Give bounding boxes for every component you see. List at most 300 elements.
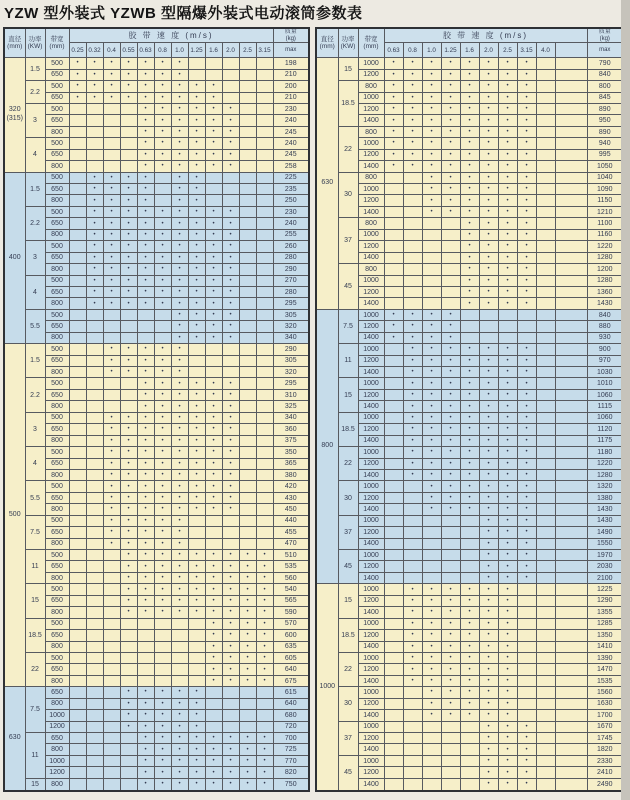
speed-dot-cell: • [256,675,273,686]
speed-dot-cell: • [222,252,239,263]
speed-dot-cell: • [171,447,188,458]
belt-width-cell: 1400 [358,641,384,652]
table-row [316,481,623,492]
blank-cell [555,641,587,652]
speed-dot-cell [205,58,222,69]
table-row [4,710,309,721]
mass-max-label: max [587,43,623,58]
speed-dot-cell: • [171,435,188,446]
speed-dot-cell [384,447,403,458]
speed-dot-cell: • [222,264,239,275]
speed-dot-cell: • [86,229,103,240]
speed-dot-cell: • [479,367,498,378]
speed-dot-cell: • [498,264,517,275]
belt-width-cell: 500 [45,58,69,69]
speed-dot-cell: • [205,264,222,275]
speed-dot-cell [384,641,403,652]
power-cell: 4 [25,275,45,309]
speed-dot-cell: • [188,687,205,698]
speed-dot-cell [222,184,239,195]
speed-dot-cell: • [137,412,154,423]
speed-dot-cell: • [479,149,498,160]
speed-dot-cell: • [120,275,137,286]
speed-dot-cell [103,595,120,606]
speed-dot-cell: • [171,218,188,229]
speed-dot-cell: • [137,710,154,721]
speed-dot-cell: • [441,115,460,126]
speed-dot-cell: • [120,264,137,275]
speed-dot-cell [441,286,460,297]
speed-dot-cell [86,161,103,172]
belt-width-cell: 1400 [358,710,384,721]
table-row [316,58,623,69]
speed-dot-cell: • [384,92,403,103]
speed-dot-cell [517,710,536,721]
speed-dot-cell: • [171,126,188,137]
speed-dot-cell: • [256,584,273,595]
speed-dot-cell [256,687,273,698]
speed-column-label-0.25: 0.25 [69,43,86,58]
speed-dot-cell [154,332,171,343]
speed-dot-cell: • [403,149,422,160]
speed-column-label-0.63: 0.63 [137,43,154,58]
speed-dot-cell: • [479,515,498,526]
speed-dot-cell: • [479,755,498,766]
speed-dot-cell [222,538,239,549]
speed-dot-cell: • [222,607,239,618]
table-row [4,458,309,469]
speed-dot-cell [171,652,188,663]
speed-dot-cell [103,733,120,744]
speed-dot-cell [171,664,188,675]
speed-dot-cell [256,218,273,229]
mass-cell: 790 [587,58,623,69]
speed-dot-cell [422,264,441,275]
speed-dot-cell: • [120,435,137,446]
belt-width-cell: 650 [45,595,69,606]
speed-dot-cell: • [384,103,403,114]
speed-dot-cell: • [256,778,273,791]
speed-dot-cell: • [205,584,222,595]
speed-dot-cell: • [239,595,256,606]
speed-dot-cell: • [479,538,498,549]
mass-cell: 1430 [587,298,623,309]
blank-cell [555,687,587,698]
speed-dot-cell: • [403,321,422,332]
table-row [316,698,623,709]
speed-dot-cell: • [205,607,222,618]
speed-dot-cell [536,264,555,275]
speed-dot-cell: • [479,618,498,629]
speed-dot-cell: • [441,664,460,675]
belt-width-cell: 650 [45,630,69,641]
speed-dot-cell: • [517,515,536,526]
speed-dot-cell: • [205,115,222,126]
speed-dot-cell [69,241,86,252]
speed-dot-cell: • [384,81,403,92]
speed-dot-cell [460,561,479,572]
blank-cell [555,778,587,791]
speed-dot-cell: • [479,412,498,423]
speed-dot-cell [120,149,137,160]
belt-width-cell: 650 [45,527,69,538]
speed-dot-cell [188,344,205,355]
speed-dot-cell: • [460,584,479,595]
speed-dot-cell [256,698,273,709]
speed-dot-cell: • [103,264,120,275]
speed-dot-cell: • [103,515,120,526]
speed-dot-cell [188,618,205,629]
speed-dot-cell [120,401,137,412]
speed-dot-cell: • [171,515,188,526]
speed-dot-cell [256,447,273,458]
diameter-cell: 320 (315) [4,58,25,172]
speed-dot-cell [536,469,555,480]
power-cell: 18.5 [338,618,358,652]
belt-width-cell: 500 [45,481,69,492]
speed-dot-cell: • [103,206,120,217]
yzw-parameter-table-left [3,27,310,792]
blank-cell [555,481,587,492]
blank-cell [555,138,587,149]
speed-dot-cell: • [120,344,137,355]
speed-dot-cell [422,721,441,732]
speed-dot-cell [69,607,86,618]
speed-dot-cell [222,710,239,721]
mass-cell: 340 [273,412,309,423]
speed-dot-cell: • [154,264,171,275]
belt-width-cell: 1200 [358,355,384,366]
speed-dot-cell: • [479,298,498,309]
speed-dot-cell: • [103,92,120,103]
belt-width-cell: 1400 [358,778,384,791]
speed-dot-cell [403,527,422,538]
speed-dot-cell: • [422,172,441,183]
speed-dot-cell [256,149,273,160]
speed-dot-cell: • [171,241,188,252]
speed-dot-cell [69,641,86,652]
speed-dot-cell: • [188,435,205,446]
speed-dot-cell: • [256,630,273,641]
speed-dot-cell: • [137,355,154,366]
speed-dot-cell [536,206,555,217]
power-cell: 3 [25,103,45,137]
mass-cell: 845 [587,92,623,103]
speed-dot-cell [517,595,536,606]
mass-cell: 1560 [587,687,623,698]
speed-dot-cell [256,469,273,480]
speed-dot-cell [188,367,205,378]
speed-dot-cell: • [188,115,205,126]
speed-dot-cell: • [479,229,498,240]
speed-dot-cell: • [222,630,239,641]
speed-dot-cell: • [205,664,222,675]
speed-dot-cell: • [517,733,536,744]
belt-width-cell: 500 [45,81,69,92]
speed-column-blank [555,43,587,58]
speed-dot-cell [69,126,86,137]
speed-dot-cell: • [441,698,460,709]
mass-cell: 1430 [587,504,623,515]
speed-dot-cell [422,778,441,791]
belt-width-cell: 650 [45,321,69,332]
mass-cell: 1290 [587,595,623,606]
speed-dot-cell: • [171,286,188,297]
speed-dot-cell: • [422,458,441,469]
diameter-cell: 1000 [316,584,338,791]
speed-dot-cell: • [205,447,222,458]
speed-dot-cell [239,161,256,172]
diameter-header: 直径 (mm) [316,28,338,58]
speed-dot-cell [120,630,137,641]
speed-dot-cell [69,527,86,538]
speed-dot-cell: • [188,733,205,744]
speed-dot-cell: • [441,424,460,435]
speed-dot-cell [441,264,460,275]
speed-dot-cell [403,195,422,206]
belt-width-cell: 500 [45,378,69,389]
speed-dot-cell [120,126,137,137]
speed-dot-cell [239,92,256,103]
speed-dot-cell: • [498,584,517,595]
speed-dot-cell: • [103,184,120,195]
speed-dot-cell: • [120,584,137,595]
speed-dot-cell: • [222,332,239,343]
speed-dot-cell: • [517,298,536,309]
power-cell: 15 [338,58,358,81]
speed-dot-cell [103,115,120,126]
speed-dot-cell: • [205,218,222,229]
speed-dot-cell: • [171,275,188,286]
speed-dot-cell [517,618,536,629]
mass-cell: 565 [273,595,309,606]
speed-dot-cell [222,344,239,355]
speed-dot-cell: • [256,652,273,663]
speed-dot-cell: • [422,595,441,606]
speed-dot-cell [403,241,422,252]
speed-dot-cell: • [441,504,460,515]
power-cell: 3 [25,412,45,446]
belt-width-cell: 650 [45,69,69,80]
diameter-cell: 800 [316,309,338,584]
speed-dot-cell [536,275,555,286]
speed-dot-cell: • [256,607,273,618]
speed-dot-cell: • [517,195,536,206]
speed-dot-cell [517,675,536,686]
speed-dot-cell: • [222,298,239,309]
belt-speed-header: 胶 带 速 度 (m/s) [384,28,587,43]
speed-dot-cell [256,412,273,423]
speed-dot-cell: • [137,469,154,480]
speed-dot-cell: • [422,492,441,503]
speed-dot-cell: • [517,389,536,400]
speed-dot-cell: • [137,595,154,606]
speed-dot-cell [86,401,103,412]
table-row [4,115,309,126]
speed-dot-cell [403,744,422,755]
speed-dot-cell: • [86,92,103,103]
speed-dot-cell [384,744,403,755]
mass-cell: 340 [273,332,309,343]
belt-width-cell: 1200 [358,321,384,332]
speed-dot-cell: • [498,195,517,206]
speed-dot-cell: • [460,355,479,366]
speed-dot-cell: • [422,389,441,400]
speed-dot-cell: • [205,733,222,744]
speed-dot-cell: • [154,92,171,103]
speed-dot-cell: • [479,435,498,446]
speed-dot-cell: • [460,138,479,149]
speed-dot-cell [256,332,273,343]
speed-dot-cell: • [171,401,188,412]
speed-dot-cell: • [498,389,517,400]
table-row [316,733,623,744]
power-cell: 1.5 [25,58,45,81]
table-row [316,332,623,343]
blank-cell [555,710,587,721]
speed-dot-cell: • [171,504,188,515]
table-row [316,687,623,698]
speed-dot-cell: • [120,252,137,263]
speed-dot-cell [103,561,120,572]
speed-dot-cell: • [441,458,460,469]
speed-dot-cell [69,332,86,343]
speed-dot-cell [137,641,154,652]
speed-dot-cell: • [498,778,517,791]
blank-cell [555,721,587,732]
speed-dot-cell [422,527,441,538]
speed-dot-cell [384,698,403,709]
speed-dot-cell: • [441,435,460,446]
speed-dot-cell: • [205,435,222,446]
speed-dot-cell: • [517,561,536,572]
speed-dot-cell [256,504,273,515]
speed-dot-cell: • [86,195,103,206]
mass-cell: 535 [273,561,309,572]
speed-dot-cell [69,298,86,309]
speed-dot-cell [86,550,103,561]
blank-cell [555,389,587,400]
speed-dot-cell [422,767,441,778]
speed-dot-cell: • [403,424,422,435]
speed-dot-cell [86,572,103,583]
table-row [316,92,623,103]
mass-cell: 640 [273,698,309,709]
speed-dot-cell: • [137,755,154,766]
speed-dot-cell [86,126,103,137]
speed-dot-cell: • [137,561,154,572]
belt-width-cell: 1400 [358,607,384,618]
speed-dot-cell [222,355,239,366]
speed-dot-cell [69,218,86,229]
speed-dot-cell: • [205,744,222,755]
tables-container [3,27,624,792]
mass-header: 质量 (kg) [587,28,623,43]
speed-dot-cell [536,607,555,618]
table-row [316,103,623,114]
speed-dot-cell: • [188,378,205,389]
speed-dot-cell: • [154,58,171,69]
speed-dot-cell: • [498,687,517,698]
speed-dot-cell [103,550,120,561]
speed-dot-cell [384,755,403,766]
mass-cell: 1040 [587,172,623,183]
speed-dot-cell: • [137,195,154,206]
table-row [316,378,623,389]
speed-dot-cell: • [188,103,205,114]
speed-dot-cell [137,664,154,675]
speed-dot-cell: • [441,309,460,320]
speed-dot-cell [256,58,273,69]
mass-cell: 365 [273,458,309,469]
speed-dot-cell [120,767,137,778]
table-row [4,378,309,389]
speed-dot-cell: • [188,710,205,721]
speed-dot-cell [517,607,536,618]
speed-dot-cell: • [517,755,536,766]
speed-dot-cell: • [103,252,120,263]
speed-dot-cell: • [422,469,441,480]
speed-dot-cell [441,229,460,240]
belt-width-cell: 1200 [358,286,384,297]
speed-dot-cell [239,195,256,206]
blank-cell [555,550,587,561]
speed-dot-cell: • [384,138,403,149]
speed-dot-cell: • [422,412,441,423]
speed-dot-cell: • [154,527,171,538]
speed-dot-cell [86,538,103,549]
speed-dot-cell: • [137,401,154,412]
speed-dot-cell: • [154,778,171,791]
speed-dot-cell: • [86,298,103,309]
table-row [4,607,309,618]
mass-cell: 290 [273,344,309,355]
speed-dot-cell: • [137,218,154,229]
speed-dot-cell [239,412,256,423]
speed-dot-cell: • [171,572,188,583]
speed-dot-cell [222,527,239,538]
speed-dot-cell: • [69,69,86,80]
belt-width-cell: 800 [45,538,69,549]
speed-dot-cell [205,527,222,538]
speed-dot-cell: • [517,367,536,378]
speed-dot-cell: • [403,630,422,641]
table-row [4,286,309,297]
speed-dot-cell: • [479,652,498,663]
speed-dot-cell: • [171,344,188,355]
speed-dot-cell [441,561,460,572]
speed-dot-cell [384,389,403,400]
speed-dot-cell [239,469,256,480]
belt-width-cell: 1400 [358,435,384,446]
speed-dot-cell: • [205,595,222,606]
speed-dot-cell [86,733,103,744]
speed-dot-cell: • [154,710,171,721]
speed-dot-cell: • [120,92,137,103]
speed-dot-cell [69,264,86,275]
speed-dot-cell [239,687,256,698]
speed-dot-cell [536,538,555,549]
speed-dot-cell: • [460,367,479,378]
speed-dot-cell [86,652,103,663]
speed-dot-cell: • [479,584,498,595]
table-row [4,58,309,69]
speed-dot-cell: • [498,652,517,663]
mass-cell: 750 [273,778,309,791]
speed-dot-cell [239,81,256,92]
speed-dot-cell [69,367,86,378]
speed-dot-cell [205,367,222,378]
